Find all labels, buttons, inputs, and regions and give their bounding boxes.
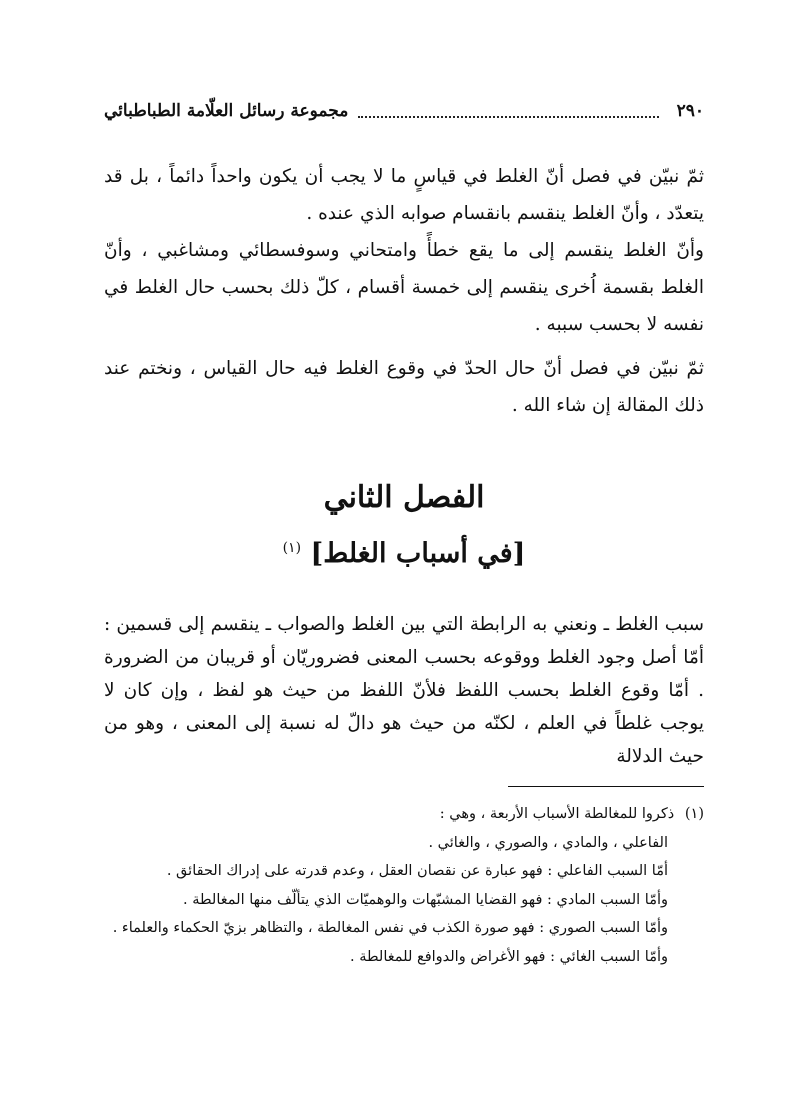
running-header: [104, 96, 704, 126]
chapter-title: الفصل الثاني: [323, 480, 485, 515]
page-number: ٢٩٠: [676, 101, 704, 121]
intro-paragraph-3: ثمّ نبيّن في فصل أنّ حال الحدّ في وقوع الغلط فيه حال القياس ، ونختم عند ذلك المقالة إن شاء الله .: [104, 358, 704, 416]
book-title: مجموعة رسائل العلّامة الطباطبائي: [104, 101, 349, 121]
footnote-divider: [508, 786, 704, 787]
footnote-line: وأمّا السبب المادي : فهو القضايا المشبّهات والوهميّات الذي يتألّف منها المغالطة .: [183, 891, 668, 908]
footnote-number: (١): [684, 806, 704, 822]
chapter-subtitle: [104, 538, 704, 569]
footnote-line: أمّا السبب الفاعلي : فهو عبارة عن نقصان العقل ، وعدم قدرته على إدراك الحقائق .: [166, 863, 668, 879]
footnote-line: الفاعلي ، والمادي ، والصوري ، والغائي .: [428, 834, 668, 851]
footnote-line: وأمّا السبب الغائي : فهو الأغراض والدوافع للمغالطة .: [350, 948, 668, 965]
footnote-reference: (١): [282, 540, 302, 556]
chapter-subtitle-text: [في أسباب الغلط]: [310, 538, 526, 569]
footnote-line: [104, 800, 704, 829]
footnote-line: وأمّا السبب الصوري : فهو صورة الكذب في نفس المغالطة ، والتظاهر بزيّ الحكماء والعلماء .: [112, 920, 668, 936]
body-paragraph-1: سبب الغلط ـ ونعني به الرابطة التي بين الغلط والصواب ـ ينقسم إلى قسمين : أمّا أصل وجود الغلط ووقوعه بحسب المعنى فضروريّان أو قريبان من الضرورة . أمّا وقوع الغلط بحسب اللفظ فلأنّ اللفظ من حيث هو لفظ ، وإن كان لا يوجب غلطاً في العلم ، لكنّه من حيث هو دالّ له نسبة إلى المعنى ، وهو من حيث الدلالة: [104, 614, 704, 767]
header-dot-leader: [358, 104, 658, 118]
footnote-text: ذكروا للمغالطة الأسباب الأربعة ، وهي :: [439, 806, 675, 822]
intro-paragraph-2: وأنّ الغلط ينقسم إلى ما يقع خطأً وامتحاني وسوفسطائي ومشاغبي ، وأنّ الغلط بقسمة اُخرى ينقسم إلى خمسة أقسام ، كلّ ذلك بحسب حال الغلط في نفسه لا بحسب سببه .: [104, 240, 704, 335]
intro-paragraph-1: ثمّ نبيّن في فصل أنّ الغلط في قياسٍ ما لا يجب أن يكون واحداً دائماً ، بل قد يتعدّد ، وأنّ الغلط ينقسم بانقسام صوابه الذي عنده .: [104, 166, 704, 224]
footnotes: [104, 800, 704, 971]
